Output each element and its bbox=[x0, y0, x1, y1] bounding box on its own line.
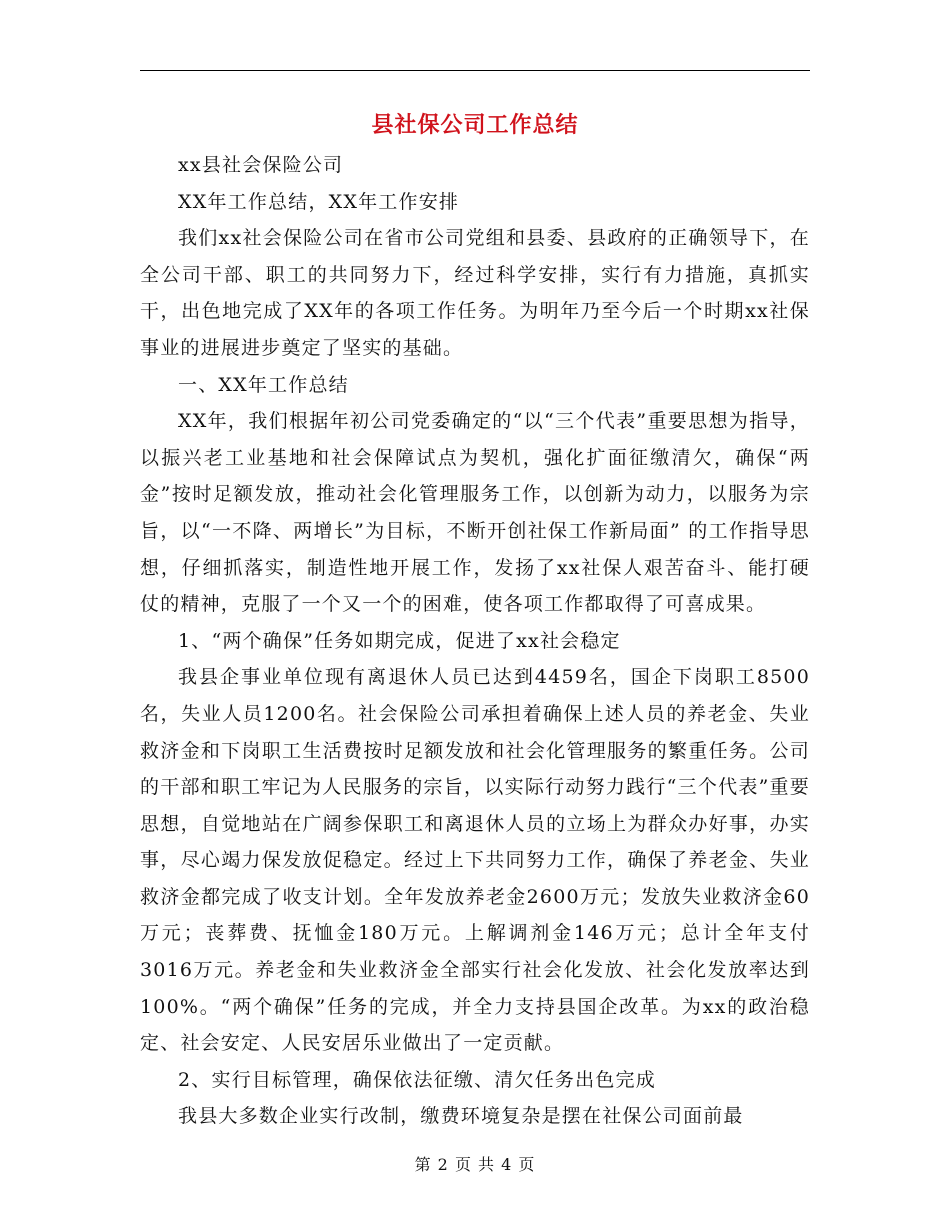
header-rule bbox=[140, 70, 810, 71]
paragraph-org-name: xx县社会保险公司 bbox=[178, 154, 344, 176]
paragraph-guiding-thought: XX年，我们根据年初公司党委确定的“以“三个代表”重要思想为指导，以振兴老工业基地和社会保障试点为契机，强化扩面征缴清欠，确保“两金”按时足额发放，推动社会化管理服务工作，以创新为动力，以服务为宗旨，以“一不降、两增长”为目标，不断开创社保工作新局面” 的工作指导思想，仔细抓落实，制造性地开展工作，发扬了xx社保人艰苦奋斗、能打硬仗的精神，克服了一个又一个的困难，使各项工作都取得了可喜成果。 bbox=[140, 410, 810, 616]
subsection-heading-2: 2、实行目标管理，确保依法征缴、清欠任务出色完成 bbox=[178, 1068, 656, 1091]
paragraph-intro: 我们xx社会保险公司在省市公司党组和县委、县政府的正确领导下，在全公司干部、职工的共同努力下，经过科学安排，实行有力措施，真抓实干，出色地完成了XX年的各项工作任务。为明年乃至今后一个时期xx社保事业的进展进步奠定了坚实的基础。 bbox=[140, 227, 810, 359]
paragraph-subtitle: XX年工作总结，XX年工作安排 bbox=[178, 190, 460, 213]
document-body bbox=[140, 147, 810, 1135]
page-number: 第 2 页 共 4 页 bbox=[414, 1155, 536, 1174]
document-title: 县社保公司工作总结 bbox=[371, 112, 579, 138]
section-heading-1: 一、XX年工作总结 bbox=[178, 373, 349, 396]
subsection-heading-1: 1、“两个确保”任务如期完成，促进了xx社会稳定 bbox=[178, 629, 621, 652]
paragraph-two-guarantees: 我县企事业单位现有离退休人员已达到4459名，国企下岗职工8500名，失业人员1200名。社会保险公司承担着确保上述人员的养老金、失业救济金和下岗职工生活费按时足额发放和社会化管理服务的繁重任务。公司的干部和职工牢记为人民服务的宗旨，以实际行动努力践行“三个代表”重要思想，自觉地站在广阔参保职工和离退休人员的立场上为群众办好事，办实事，尽心竭力保发放促稳定。经过上下共同努力工作，确保了养老金、失业救济金都完成了收支计划。全年发放养老金2600万元；发放失业救济金60万元；丧葬费、抚恤金180万元。上解调剂金146万元；总计全年支付3016万元。养老金和失业救济金全部实行社会化发放、社会化发放率达到100%。“两个确保”任务的完成，并全力支持县国企改革。为xx的政治稳定、社会安定、人民安居乐业做出了一定贡献。 bbox=[140, 666, 810, 1055]
paragraph-target-management: 我县大多数企业实行改制，缴费环境复杂是摆在社保公司面前最 bbox=[178, 1105, 744, 1128]
